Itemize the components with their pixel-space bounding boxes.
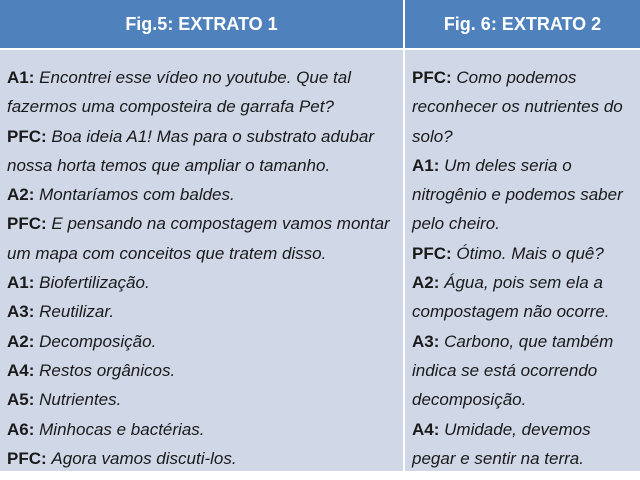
speech-text: Restos orgânicos. <box>39 360 176 380</box>
speech-text: E pensando na compostagem vamos montar um mapa com conceitos que tratem disso. <box>7 214 390 263</box>
dialogue-line <box>412 63 638 151</box>
dialogue-line <box>7 209 401 268</box>
dialogue-line <box>7 268 401 297</box>
speech-text: Carbono, que também indica se está ocorrendo decomposição. <box>412 331 614 410</box>
speaker-label: A3: <box>7 302 35 322</box>
dialogue-line <box>7 385 401 414</box>
speaker-label: A1: <box>7 68 35 87</box>
speech-text: Montaríamos com baldes. <box>39 185 235 205</box>
speech-text: Um deles seria o nitrogênio e podemos saber pelo cheiro. <box>412 155 623 234</box>
speaker-label: A6: <box>7 419 35 439</box>
dialogue-line <box>7 63 401 122</box>
speaker-label: PFC: <box>7 126 47 146</box>
speaker-label: A2: <box>412 273 440 293</box>
speech-text: Como podemos reconhecer os nutrientes do solo? <box>412 68 623 146</box>
speaker-label: A2: <box>7 185 35 205</box>
speech-text: Encontrei esse vídeo no youtube. Que tal fazermos uma composteira de garrafa Pet? <box>7 68 352 117</box>
speech-text: Umidade, devemos pegar e sentir na terra. <box>412 419 591 468</box>
speaker-label: PFC: <box>7 448 47 468</box>
dialogue-line <box>7 415 401 444</box>
dialogue-line <box>412 268 638 327</box>
extract-1-body <box>0 50 403 471</box>
speech-text: Nutrientes. <box>39 390 122 410</box>
speech-text: Biofertilização. <box>39 273 150 293</box>
dialogue-line <box>7 444 401 473</box>
dialogue-line <box>412 415 638 474</box>
dialogue-line <box>412 151 638 239</box>
speaker-label: A5: <box>7 390 35 410</box>
extract-2-title: Fig. 6: EXTRATO 2 <box>405 0 640 50</box>
speaker-label: A1: <box>7 273 35 293</box>
speaker-label: A3: <box>412 331 440 351</box>
speech-text: Agora vamos discuti-los. <box>51 448 237 468</box>
speaker-label: A4: <box>7 360 35 380</box>
dialogue-line <box>412 239 638 268</box>
speaker-label: A4: <box>412 419 440 439</box>
speaker-label: PFC: <box>7 214 47 234</box>
speech-text: Ótimo. Mais o quê? <box>456 243 604 263</box>
speaker-label: PFC: <box>412 68 452 87</box>
speaker-label: PFC: <box>412 243 452 263</box>
extract-1-title: Fig.5: EXTRATO 1 <box>0 0 403 50</box>
extract-2-column <box>405 0 640 471</box>
speech-text: Decomposição. <box>39 331 157 351</box>
speaker-label: A1: <box>412 155 440 175</box>
extract-2-body <box>405 50 640 471</box>
dialogue-line <box>7 180 401 209</box>
dialogue-line <box>7 297 401 326</box>
speech-text: Água, pois sem ela a compostagem não ocorre. <box>412 273 610 322</box>
speech-text: Minhocas e bactérias. <box>39 419 205 439</box>
dialogue-line <box>412 327 638 415</box>
dialogue-line <box>7 327 401 356</box>
speaker-label: A2: <box>7 331 35 351</box>
dialogue-line <box>7 122 401 181</box>
speech-text: Boa ideia A1! Mas para o substrato adubar nossa horta temos que ampliar o tamanho. <box>7 126 374 175</box>
speech-text: Reutilizar. <box>39 302 115 322</box>
dialogue-line <box>7 356 401 385</box>
